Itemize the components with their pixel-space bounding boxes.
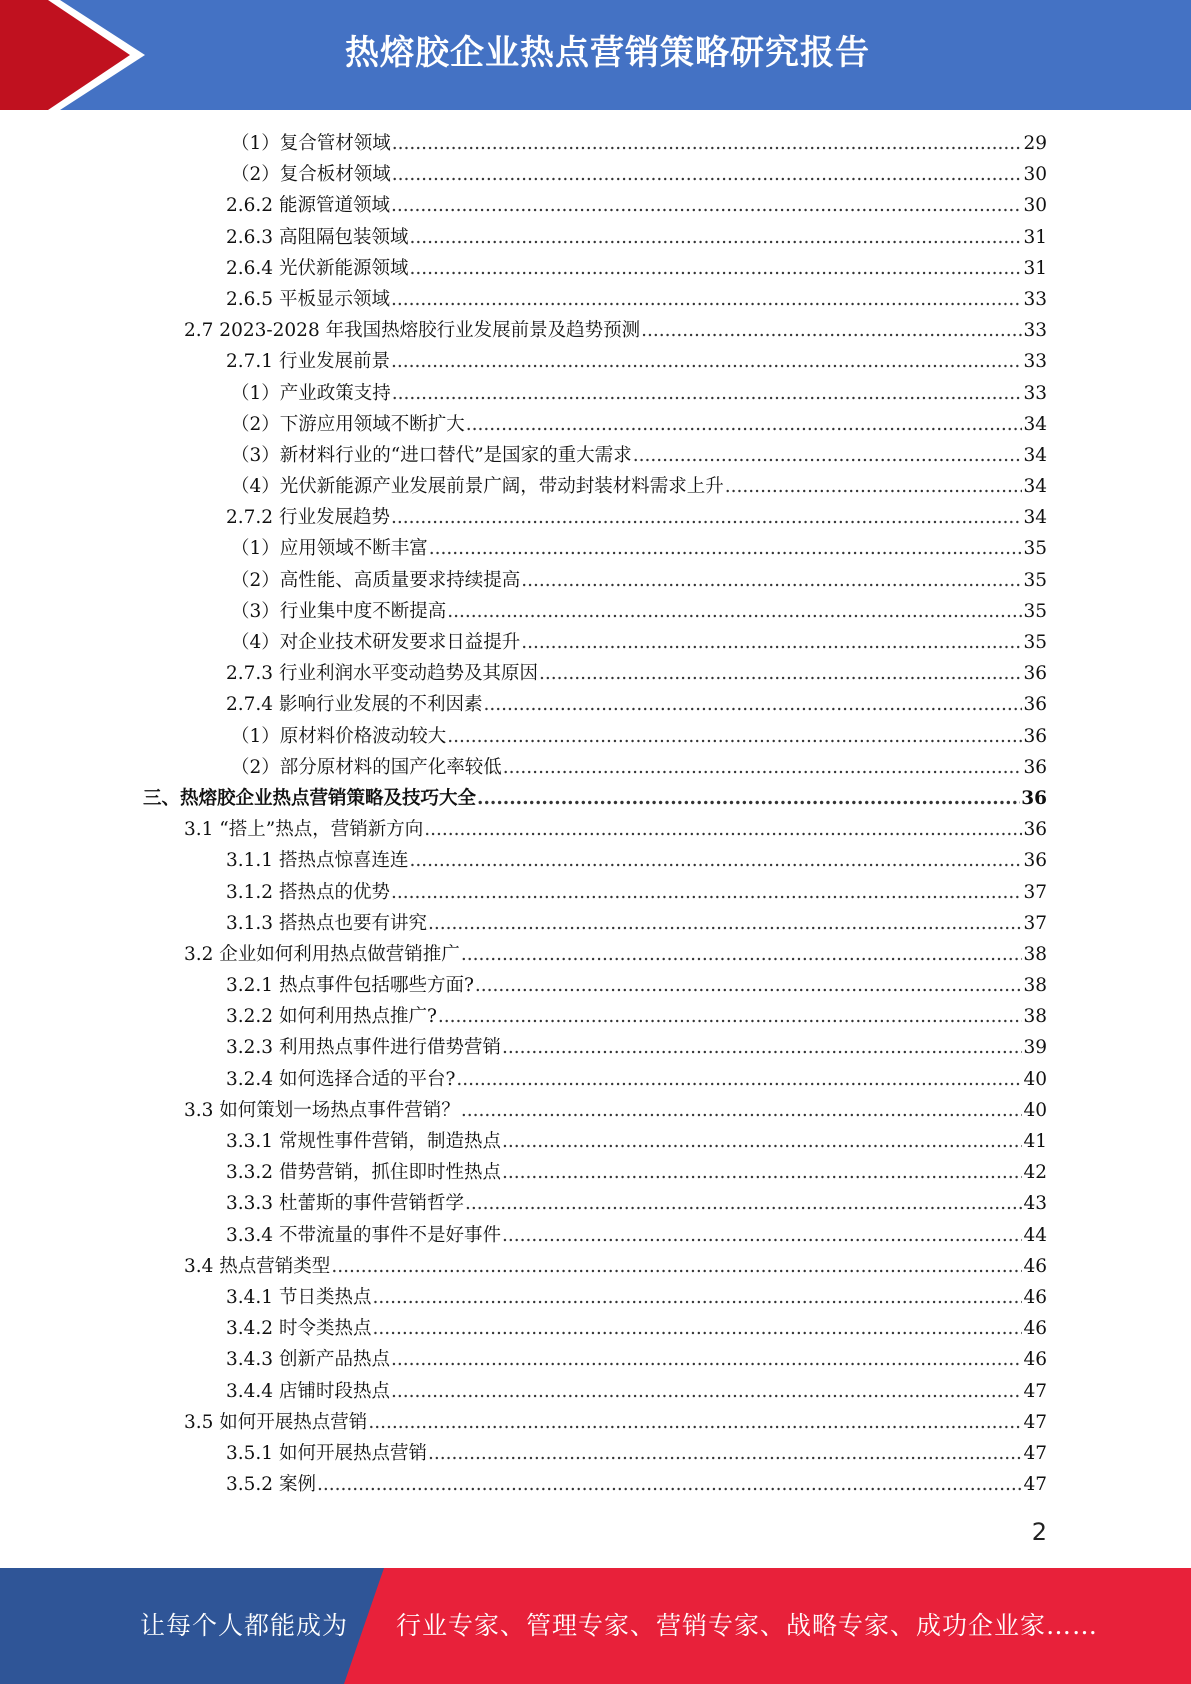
toc-entry[interactable] xyxy=(0,1032,1191,1063)
toc-entry-label: （2）部分原材料的国产化率较低 xyxy=(231,756,502,778)
toc-entry-page: 34 xyxy=(1023,413,1047,435)
toc-entry-page: 34 xyxy=(1023,444,1047,466)
toc-entry[interactable] xyxy=(0,814,1191,845)
toc-entry[interactable] xyxy=(0,1095,1191,1126)
toc-entry-label: 3.2 企业如何利用热点做营销推广 xyxy=(184,943,460,965)
toc-entry-page: 35 xyxy=(1023,538,1047,560)
toc-leader-dots xyxy=(503,752,1023,783)
toc-entry-page: 37 xyxy=(1023,912,1047,934)
toc-entry-label: （1）产业政策支持 xyxy=(231,382,391,404)
toc-entry-label: （4）光伏新能源产业发展前景广阔，带动封装材料需求上升 xyxy=(231,476,724,498)
toc-entry-page: 33 xyxy=(1023,382,1047,404)
toc-entry[interactable] xyxy=(0,222,1191,253)
toc-entry[interactable] xyxy=(0,845,1191,876)
toc-entry[interactable] xyxy=(0,1313,1191,1344)
toc-entry-label: 3.1 “搭上”热点，营销新方向 xyxy=(184,819,424,841)
toc-entry-page: 38 xyxy=(1023,975,1047,997)
toc-entry-page: 31 xyxy=(1023,257,1047,279)
toc-entry[interactable] xyxy=(0,1001,1191,1032)
toc-entry-label: 3.2.3 利用热点事件进行借势营销 xyxy=(226,1037,501,1059)
toc-entry-page: 37 xyxy=(1023,881,1047,903)
toc-leader-dots xyxy=(391,502,1022,533)
toc-entry[interactable] xyxy=(0,1126,1191,1157)
toc-entry-page: 31 xyxy=(1023,226,1047,248)
toc-entry-label: 2.7.2 行业发展趋势 xyxy=(226,507,390,529)
toc-entry-page: 47 xyxy=(1023,1442,1047,1464)
toc-leader-dots xyxy=(483,689,1022,720)
toc-leader-dots xyxy=(368,1407,1022,1438)
toc-entry-label: （3）行业集中度不断提高 xyxy=(231,600,447,622)
toc-entry-label: 2.6.3 高阻隔包装领域 xyxy=(226,226,409,248)
toc-leader-dots xyxy=(391,1376,1022,1407)
toc-entry[interactable] xyxy=(0,1188,1191,1219)
toc-entry[interactable] xyxy=(0,409,1191,440)
toc-entry[interactable] xyxy=(0,1344,1191,1375)
toc-entry[interactable] xyxy=(0,284,1191,315)
toc-entry-label: 3.2.2 如何利用热点推广? xyxy=(226,1006,437,1028)
toc-entry-label: 3.1.1 搭热点惊喜连连 xyxy=(226,850,409,872)
toc-entry-page: 36 xyxy=(1021,787,1047,809)
toc-leader-dots xyxy=(392,378,1023,409)
toc-leader-dots xyxy=(331,1251,1022,1282)
toc-leader-dots xyxy=(502,1157,1022,1188)
toc-entry[interactable] xyxy=(0,1157,1191,1188)
toc-entry-page: 29 xyxy=(1023,133,1047,154)
toc-entry-page: 46 xyxy=(1023,1349,1047,1371)
toc-leader-dots xyxy=(409,222,1022,253)
toc-leader-dots xyxy=(539,658,1022,689)
toc-entry[interactable] xyxy=(0,533,1191,564)
toc-entry-page: 30 xyxy=(1023,164,1047,186)
toc-entry[interactable] xyxy=(0,1220,1191,1251)
toc-entry[interactable] xyxy=(0,1376,1191,1407)
toc-leader-dots xyxy=(461,939,1023,970)
toc-entry-page: 46 xyxy=(1023,1318,1047,1340)
toc-entry-page: 40 xyxy=(1023,1099,1047,1121)
toc-entry-page: 33 xyxy=(1023,288,1047,310)
toc-entry[interactable] xyxy=(0,1064,1191,1095)
toc-entry-page: 43 xyxy=(1023,1193,1047,1215)
toc-entry-page: 44 xyxy=(1023,1224,1047,1246)
toc-entry-label: （2）下游应用领域不断扩大 xyxy=(231,413,465,435)
toc-entry-label: 三、热熔胶企业热点营销策略及技巧大全 xyxy=(143,787,477,809)
toc-entry-label: 3.1.3 搭热点也要有讲究 xyxy=(226,912,427,934)
toc-entry-page: 36 xyxy=(1023,694,1047,716)
toc-leader-dots xyxy=(317,1469,1023,1500)
toc-entry-page: 36 xyxy=(1023,725,1047,747)
toc-entry-page: 34 xyxy=(1023,476,1047,498)
toc-leader-dots xyxy=(424,814,1022,845)
toc-entry-label: 3.3.4 不带流量的事件不是好事件 xyxy=(226,1224,501,1246)
toc-entry-label: （1）复合管材领域 xyxy=(231,133,391,154)
toc-entry-label: 2.7.1 行业发展前景 xyxy=(226,351,390,373)
toc-leader-dots xyxy=(502,1126,1022,1157)
toc-entry[interactable] xyxy=(0,970,1191,1001)
toc-entry-label: （3）新材料行业的“进口替代”是国家的重大需求 xyxy=(231,444,632,466)
toc-entry-page: 35 xyxy=(1023,569,1047,591)
toc-entry-label: 3.3.2 借势营销，抓住即时性热点 xyxy=(226,1162,501,1184)
toc-entry-page: 36 xyxy=(1023,756,1047,778)
toc-entry-label: 3.4.3 创新产品热点 xyxy=(226,1349,390,1371)
toc-entry-page: 33 xyxy=(1023,351,1047,373)
toc-entry-label: （1）应用领域不断丰富 xyxy=(231,538,428,560)
toc-leader-dots xyxy=(392,128,1023,159)
toc-entry[interactable] xyxy=(0,502,1191,533)
toc-leader-dots xyxy=(466,409,1023,440)
toc-leader-dots xyxy=(438,1001,1023,1032)
toc-entry[interactable] xyxy=(0,877,1191,908)
toc-leader-dots xyxy=(409,845,1022,876)
footer-slogan-right: 行业专家、管理专家、营销专家、战略专家、成功企业家…… xyxy=(396,1611,1099,1640)
toc-entry-page: 46 xyxy=(1023,1255,1047,1277)
toc-entry-label: 2.7.4 影响行业发展的不利因素 xyxy=(226,694,483,716)
page-title: 热熔胶企业热点营销策略研究报告 xyxy=(345,33,870,73)
toc-leader-dots xyxy=(428,908,1022,939)
toc-leader-dots xyxy=(372,1313,1022,1344)
toc-leader-dots xyxy=(447,596,1022,627)
toc-entry-label: 3.5.1 如何开展热点营销 xyxy=(226,1442,427,1464)
toc-leader-dots xyxy=(391,346,1022,377)
toc-entry-page: 47 xyxy=(1023,1380,1047,1402)
toc-entry-page: 34 xyxy=(1023,507,1047,529)
toc-entry[interactable] xyxy=(0,315,1191,346)
toc-entry-label: 3.4 热点营销类型 xyxy=(184,1255,331,1277)
toc-entry-label: 3.2.4 如何选择合适的平台? xyxy=(226,1068,456,1090)
footer-slogan-left: 让每个人都能成为 xyxy=(140,1611,349,1640)
toc-entry-page: 36 xyxy=(1023,663,1047,685)
toc-leader-dots xyxy=(725,471,1023,502)
toc-entry[interactable] xyxy=(0,1282,1191,1313)
toc-entry[interactable] xyxy=(0,908,1191,939)
toc-leader-dots xyxy=(456,1064,1022,1095)
toc-entry[interactable] xyxy=(0,565,1191,596)
toc-entry[interactable] xyxy=(0,752,1191,783)
toc-leader-dots xyxy=(391,877,1022,908)
toc-leader-dots xyxy=(391,190,1022,221)
toc-entry-label: 3.4.1 节日类热点 xyxy=(226,1286,372,1308)
toc-entry-label: 3.2.1 热点事件包括哪些方面? xyxy=(226,975,474,997)
toc-leader-dots xyxy=(391,284,1022,315)
toc-leader-dots xyxy=(392,159,1023,190)
toc-entry[interactable] xyxy=(0,596,1191,627)
toc-entry[interactable] xyxy=(0,159,1191,190)
footer-banner xyxy=(0,1568,1191,1684)
toc-entry[interactable] xyxy=(0,128,1191,159)
toc-leader-dots xyxy=(633,440,1023,471)
toc-entry-label: （2）高性能、高质量要求持续提高 xyxy=(231,569,521,591)
toc-leader-dots xyxy=(409,253,1022,284)
toc-entry-label: 3.3 如何策划一场热点事件营销？ xyxy=(184,1099,460,1121)
toc-entry-page: 36 xyxy=(1023,819,1047,841)
toc-entry[interactable] xyxy=(0,721,1191,752)
toc-entry-label: 2.6.5 平板显示领域 xyxy=(226,288,390,310)
toc-entry-label: （2）复合板材领域 xyxy=(231,164,391,186)
toc-entry-page: 33 xyxy=(1023,320,1047,342)
toc-entry-page: 35 xyxy=(1023,600,1047,622)
toc-entry[interactable] xyxy=(0,627,1191,658)
toc-leader-dots xyxy=(447,721,1022,752)
toc-entry[interactable] xyxy=(0,253,1191,284)
toc-leader-dots xyxy=(428,1438,1022,1469)
toc-entry[interactable] xyxy=(0,1438,1191,1469)
toc-entry-page: 40 xyxy=(1023,1068,1047,1090)
toc-entry[interactable] xyxy=(0,471,1191,502)
toc-leader-dots xyxy=(521,627,1022,658)
toc-leader-dots xyxy=(429,533,1023,564)
toc-entry[interactable] xyxy=(0,1407,1191,1438)
toc-entry[interactable] xyxy=(0,939,1191,970)
toc-entry-label: 3.4.4 店铺时段热点 xyxy=(226,1380,390,1402)
toc-entry-label: 3.3.1 常规性事件营销，制造热点 xyxy=(226,1131,501,1152)
toc-entry-page: 42 xyxy=(1023,1162,1047,1184)
toc-entry-page: 35 xyxy=(1023,632,1047,653)
toc-entry-page: 38 xyxy=(1023,943,1047,965)
table-of-contents xyxy=(0,128,1191,1500)
toc-entry[interactable] xyxy=(0,658,1191,689)
header-banner xyxy=(0,0,1191,110)
toc-entry[interactable] xyxy=(0,1469,1191,1500)
toc-entry-label: 2.6.4 光伏新能源领域 xyxy=(226,257,409,279)
toc-entry-label: 2.7.3 行业利润水平变动趋势及其原因 xyxy=(226,663,538,685)
toc-entry-page: 41 xyxy=(1023,1131,1047,1152)
toc-entry-label: 3.5.2 案例 xyxy=(226,1474,316,1496)
toc-entry[interactable] xyxy=(0,783,1191,814)
toc-leader-dots xyxy=(502,1220,1022,1251)
toc-entry[interactable] xyxy=(0,346,1191,377)
toc-entry[interactable] xyxy=(0,190,1191,221)
toc-entry-label: 3.1.2 搭热点的优势 xyxy=(226,881,390,903)
toc-entry-page: 36 xyxy=(1023,850,1047,872)
toc-entry-label: （1）原材料价格波动较大 xyxy=(231,725,447,747)
toc-leader-dots xyxy=(475,970,1023,1001)
toc-leader-dots xyxy=(641,315,1022,346)
toc-entry-page: 39 xyxy=(1023,1037,1047,1059)
toc-entry-label: 3.3.3 杜蕾斯的事件营销哲学 xyxy=(226,1193,464,1215)
toc-entry-page: 47 xyxy=(1023,1474,1047,1496)
toc-entry-page: 30 xyxy=(1023,195,1047,217)
toc-entry-page: 47 xyxy=(1023,1411,1047,1433)
toc-leader-dots xyxy=(521,565,1022,596)
toc-leader-dots xyxy=(391,1344,1022,1375)
toc-entry-page: 38 xyxy=(1023,1006,1047,1028)
toc-entry[interactable] xyxy=(0,689,1191,720)
toc-entry-label: 2.6.2 能源管道领域 xyxy=(226,195,390,217)
toc-leader-dots xyxy=(477,783,1020,814)
toc-leader-dots xyxy=(461,1095,1023,1126)
page-number: 2 xyxy=(1031,1518,1047,1546)
toc-entry-label: （4）对企业技术研发要求日益提升 xyxy=(231,632,521,653)
toc-entry-page: 46 xyxy=(1023,1286,1047,1308)
toc-entry[interactable] xyxy=(0,378,1191,409)
toc-entry-label: 3.4.2 时令类热点 xyxy=(226,1318,372,1340)
toc-entry-label: 2.7 2023-2028 年我国热熔胶行业发展前景及趋势预测 xyxy=(184,320,641,342)
toc-entry[interactable] xyxy=(0,440,1191,471)
toc-leader-dots xyxy=(372,1282,1022,1313)
toc-leader-dots xyxy=(465,1188,1022,1219)
toc-leader-dots xyxy=(502,1032,1022,1063)
toc-entry-label: 3.5 如何开展热点营销 xyxy=(184,1411,368,1433)
toc-entry[interactable] xyxy=(0,1251,1191,1282)
